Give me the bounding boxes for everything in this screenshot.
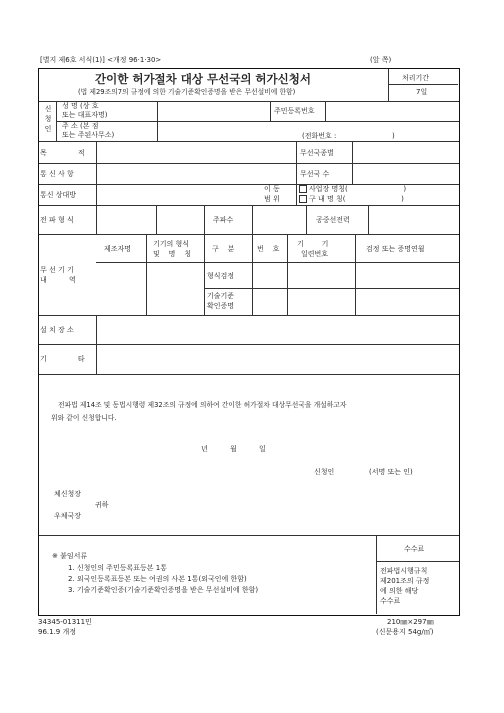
- paper-size: 210㎜×297㎜: [387, 618, 434, 626]
- tech-cert-label-2: 확인증명: [207, 302, 235, 310]
- attachment-item: 3. 기술기준확인증(기술기준확인증명을 받은 무선설비에 한함): [68, 586, 259, 594]
- attachment-item: 2. 외국인등록표등본 또는 여권의 사본 1통(외국인에 한함): [68, 575, 247, 583]
- addressee-postal-office: 체신청장: [54, 490, 82, 498]
- name-field[interactable]: [160, 103, 268, 119]
- form-subtitle: (법 제29조의7의 규정에 의한 기술기준확인증명을 받은 무선설비에 한함): [78, 88, 296, 96]
- resident-no-field[interactable]: [328, 103, 456, 119]
- etc-label: 기 타: [40, 355, 85, 363]
- equipment-section-label-2: 내 역: [40, 276, 76, 284]
- install-place-label: 설 치 장 소: [40, 326, 74, 334]
- paper-type: (신문용지 54g/㎡): [376, 628, 434, 636]
- processing-period-label: 처리기간: [402, 74, 430, 82]
- col-model: 기기의 형식: [153, 240, 190, 248]
- declaration-line-1: 전파법 제14조 및 동법시행령 제32조의 규정에 의하여 간이한 허가절차 대상무선국을 개설하고자: [58, 401, 347, 409]
- comm-matter-label: 통 신 사 항: [40, 170, 74, 178]
- fee-description: 전파법시행규칙 제201조의 규정 에 의한 해당 수수료: [380, 567, 430, 605]
- col-serial-2: 일련번호: [301, 250, 329, 258]
- checkbox-premises[interactable]: [299, 195, 307, 203]
- form-code: 34345-01311민: [38, 618, 92, 626]
- form-title: 간이한 허가절차 대상 무선국의 허가신청서: [95, 72, 311, 86]
- attachment-item: 1. 신청인의 주민등록표등본 1통: [68, 564, 167, 572]
- attachments-title: ※ 붙임서류: [52, 552, 88, 560]
- option-premises[interactable]: 구 내 명 칭( ): [299, 195, 404, 204]
- etc-field[interactable]: [99, 347, 455, 372]
- move-range-label-2: 범 위: [264, 195, 280, 203]
- name-label: 성 명 (상 호: [62, 102, 99, 110]
- phone-label: (전화번호 : ): [302, 132, 395, 140]
- install-place-field[interactable]: [99, 318, 455, 342]
- name-label-2: 또는 대표자명): [62, 111, 108, 119]
- option-business-site[interactable]: 사업장 명칭( ): [299, 185, 406, 194]
- comm-partner-label: 통신 상대방: [40, 191, 77, 199]
- applicant-signature-label: 신청인: [314, 468, 335, 476]
- declaration-line-2: 위와 같이 신청합니다.: [51, 414, 117, 422]
- frequency-label: 주파수: [213, 216, 234, 224]
- col-type: 구 분: [212, 245, 235, 253]
- emission-type-field[interactable]: [99, 208, 153, 232]
- processing-period-value: 7일: [416, 88, 428, 96]
- model-field[interactable]: [148, 264, 202, 314]
- page-side-label: (앞 쪽): [370, 56, 392, 64]
- comm-matter-field[interactable]: [99, 165, 293, 182]
- col-maker: 제조자명: [104, 245, 132, 253]
- checkbox-business-site[interactable]: [299, 185, 307, 193]
- equipment-section-label: 무 선 기 기: [40, 266, 74, 274]
- emission-type-label: 전 파 형 식: [40, 216, 74, 224]
- address-label: 주 소 (본 점: [62, 122, 99, 130]
- form-number: [별지 제6호 서식(1)] <개정 96·1·30>: [40, 56, 162, 64]
- station-count-label: 무선국 수: [300, 170, 330, 178]
- antenna-power-field[interactable]: [371, 208, 456, 232]
- type-approval-label: 형식검정: [207, 272, 235, 280]
- col-model-2: 및 명 칭: [153, 250, 192, 258]
- frequency-field[interactable]: [255, 208, 303, 232]
- fee-label: 수수료: [404, 545, 425, 553]
- address-label-2: 또는 주된사무소): [62, 131, 115, 139]
- station-type-field[interactable]: [355, 143, 456, 161]
- signature-or-seal: (서명 또는 인): [369, 468, 413, 476]
- addressee-post-office: 우체국장: [54, 512, 82, 520]
- col-number: 번 호: [257, 245, 280, 253]
- applicant-section-label: 신 청 인: [44, 105, 52, 133]
- addressee-honorific: 귀하: [95, 501, 109, 509]
- purpose-label: 목 적: [40, 149, 85, 157]
- station-type-label: 무선국종별: [300, 149, 334, 157]
- col-serial: 기 기: [297, 240, 329, 248]
- purpose-field[interactable]: [99, 143, 293, 161]
- antenna-power-label: 공중선전력: [316, 216, 350, 224]
- application-date: 년 월 일: [201, 445, 266, 453]
- col-cert-date: 검정 또는 증명연월: [366, 245, 425, 253]
- revision-date: 96.1.9 개정: [38, 628, 77, 636]
- maker-field[interactable]: [99, 264, 145, 314]
- move-range-label: 이 동: [264, 185, 280, 193]
- tech-cert-label: 기술기준: [207, 292, 235, 300]
- resident-no-label: 주민등록번호: [274, 107, 315, 115]
- station-count-field[interactable]: [355, 165, 456, 182]
